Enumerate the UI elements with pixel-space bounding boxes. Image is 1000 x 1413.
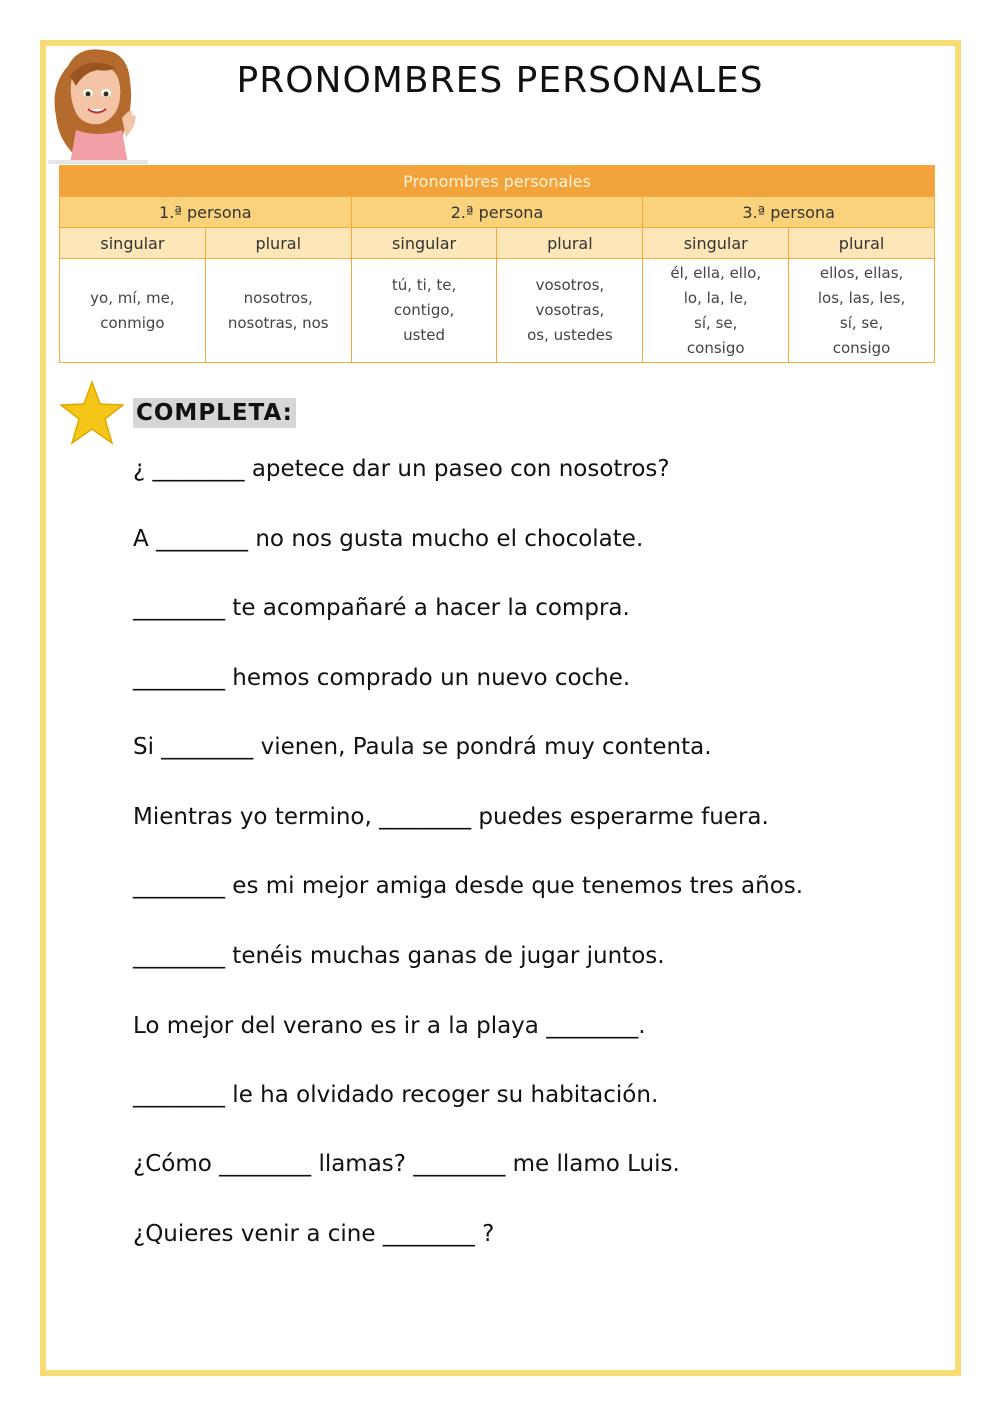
exercise-sentence: ________ te acompañaré a hacer la compra. — [133, 595, 630, 621]
cell-line: sí, se, — [694, 313, 738, 332]
number-singular-3: singular — [643, 228, 789, 259]
cell-line: él, ella, ello, — [670, 263, 762, 282]
exercise-heading: COMPLETA: — [133, 398, 296, 428]
cell-line: los, las, les, — [817, 288, 906, 307]
exercise-sentence: ¿Cómo ________ llamas? ________ me llamo Luis. — [133, 1151, 680, 1177]
cell-line: usted — [403, 326, 446, 344]
cell-second-singular — [351, 259, 497, 363]
cell-third-singular — [643, 259, 789, 363]
cell-line: consigo — [686, 338, 745, 357]
star-icon — [60, 380, 124, 446]
number-singular-2: singular — [351, 228, 497, 259]
cell-line: conmigo — [100, 313, 165, 332]
cell-second-plural — [497, 259, 643, 363]
cell-line: yo, mí, me, — [90, 288, 175, 307]
exercise-sentence: ¿ ________ apetece dar un paseo con nosotros? — [133, 456, 670, 482]
pronouns-table — [59, 165, 935, 363]
cell-line: sí, se, — [839, 313, 884, 332]
page-title: PRONOMBRES PERSONALES — [236, 60, 764, 101]
cell-line: nosotros, — [243, 288, 313, 307]
cell-third-plural — [789, 259, 935, 363]
cell-first-plural — [205, 259, 351, 363]
exercise-sentence: Lo mejor del verano es ir a la playa ________. — [133, 1013, 646, 1039]
cell-line: tú, ti, te, — [391, 276, 457, 294]
cell-line: ellos, ellas, — [819, 263, 904, 282]
cell-line: os, ustedes — [527, 326, 613, 344]
exercise-sentence: ________ hemos comprado un nuevo coche. — [133, 665, 631, 691]
cell-line: nosotras, nos — [227, 313, 329, 332]
exercise-sentence: ________ le ha olvidado recoger su habitación. — [133, 1082, 659, 1108]
cell-first-singular — [60, 259, 206, 363]
number-plural-2: plural — [497, 228, 643, 259]
cell-line: contigo, — [393, 301, 455, 319]
cell-line: vosotras, — [535, 301, 605, 319]
cell-line: lo, la, le, — [683, 288, 748, 307]
exercise-sentence: ________ tenéis muchas ganas de jugar juntos. — [133, 943, 665, 969]
number-singular-1: singular — [60, 228, 206, 259]
person-third: 3.ª persona — [643, 197, 935, 228]
table-header: Pronombres personales — [60, 166, 935, 197]
exercise-sentence: ¿Quieres venir a cine ________ ? — [133, 1221, 495, 1247]
exercise-sentence: A ________ no nos gusta mucho el chocolate. — [133, 526, 644, 552]
exercise-sentence: ________ es mi mejor amiga desde que tenemos tres años. — [133, 873, 804, 899]
cell-line: vosotros, — [535, 276, 605, 294]
number-plural-3: plural — [789, 228, 935, 259]
exercise-sentence: Mientras yo termino, ________ puedes esperarme fuera. — [133, 804, 769, 830]
person-second: 2.ª persona — [351, 197, 643, 228]
person-first: 1.ª persona — [60, 197, 352, 228]
cell-line: consigo — [832, 338, 891, 357]
number-plural-1: plural — [205, 228, 351, 259]
exercise-sentence: Si ________ vienen, Paula se pondrá muy contenta. — [133, 734, 712, 760]
